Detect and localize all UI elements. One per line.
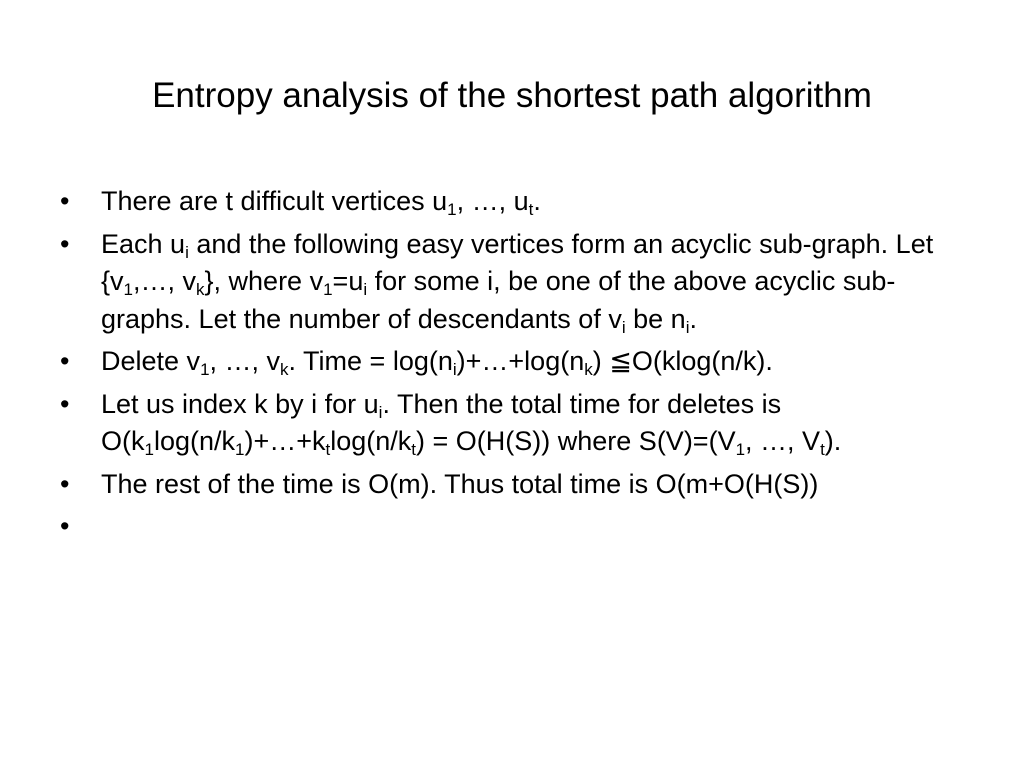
text-run: and the following easy vertices form an acyclic sub-graph. Let {v [101, 228, 934, 296]
bullet-marker: • [60, 186, 70, 216]
text-run: log(n/k [330, 426, 412, 456]
subscript: 1 [735, 440, 746, 459]
subscript: 1 [200, 360, 210, 379]
subscript: t [528, 200, 534, 219]
text-run: Let us index k by i for u [101, 388, 379, 419]
bullet-text [101, 226, 980, 339]
bullet-marker: • [60, 511, 70, 541]
bullet-text [101, 386, 980, 461]
bullet-marker: • [60, 346, 70, 376]
text-run: . [533, 186, 541, 216]
text-run: be n [625, 303, 686, 334]
text-run: . [689, 303, 697, 334]
bullet-marker: • [60, 468, 70, 499]
text-run: , …, v [209, 346, 281, 376]
subscript: t [820, 440, 825, 459]
text-run: log(n/k [153, 426, 236, 456]
text-run: , …, V [745, 426, 821, 456]
bullet-item [60, 508, 980, 546]
text-run: )+…+log(n [456, 346, 585, 376]
subscript: i [363, 280, 368, 299]
text-run: for some i, be one of the above acyclic sub-graphs. Let the number of descendants of v [101, 266, 896, 334]
text-run: ). [824, 426, 842, 456]
text-run: }, where v [204, 266, 324, 296]
subscript: k [280, 360, 289, 379]
bullet-item [60, 466, 980, 504]
subscript: 1 [323, 280, 333, 299]
subscript: i [685, 317, 690, 337]
subscript: 1 [123, 280, 133, 299]
subscript: 1 [447, 200, 457, 219]
text-run: ) ≦O(klog(n/k). [592, 346, 773, 376]
text-run: =u [332, 266, 364, 296]
text-run: Each u [101, 228, 186, 259]
bullet-item [60, 343, 980, 381]
text-run: Delete v [101, 346, 201, 376]
bullet-marker: • [60, 228, 70, 259]
subscript: 1 [144, 440, 154, 459]
bullet-marker: • [60, 388, 70, 419]
bullet-text [101, 466, 980, 504]
bullet-text [101, 343, 980, 381]
subscript: t [325, 440, 331, 459]
text-run: There are t difficult vertices u [101, 186, 448, 216]
text-run: ,…, v [133, 266, 197, 296]
subscript: i [452, 360, 457, 379]
bullet-text [101, 508, 980, 546]
text-run: . Then the total time for deletes is O(k [101, 388, 782, 456]
text-run: )+…+k [244, 426, 326, 456]
bullet-text [101, 183, 980, 221]
bullet-list [60, 183, 980, 551]
subscript: t [411, 440, 417, 459]
subscript: i [621, 317, 626, 337]
text-run: . Time = log(n [288, 346, 453, 376]
slide-title: Entropy analysis of the shortest path algorithm [152, 76, 872, 115]
subscript: k [196, 280, 205, 299]
subscript: 1 [235, 440, 245, 459]
text-run: , …, u [456, 186, 529, 216]
subscript: k [584, 360, 593, 379]
bullet-item [60, 226, 980, 339]
text-run: ) = O(H(S)) where S(V)=(V [416, 426, 736, 456]
text-run: The rest of the time is O(m). Thus total time is O(m+O(H(S)) [101, 468, 819, 499]
bullet-item [60, 386, 980, 461]
subscript: i [378, 402, 383, 422]
bullet-item [60, 183, 980, 221]
subscript: i [185, 242, 189, 262]
